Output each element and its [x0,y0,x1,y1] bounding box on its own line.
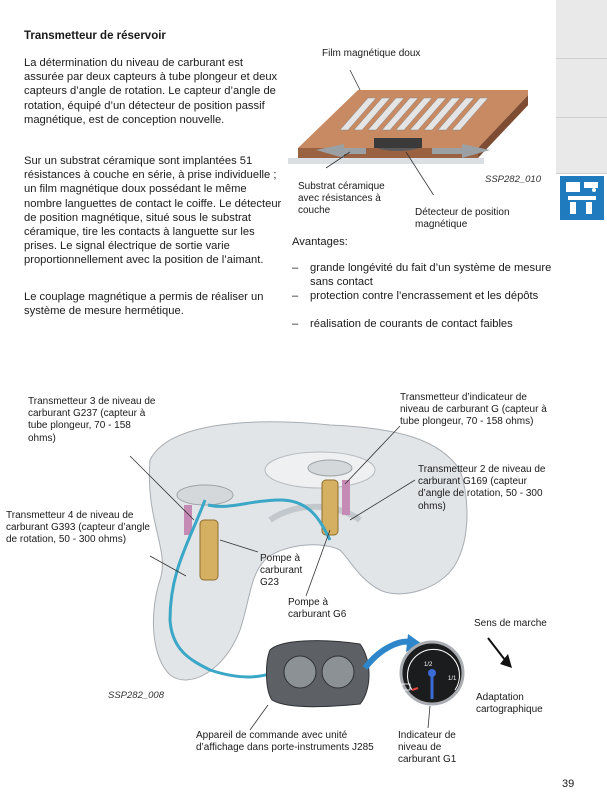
advantages-title: Avantages: [292,236,348,248]
label-film: Film magnétique doux [322,48,421,59]
label-g1: Indicateur de niveau de carburant G1 [398,730,457,766]
label-substrat: Substrat céramique avec résistances à couche [298,181,385,217]
label-g23: Pompe à carburant G23 [260,553,303,589]
figure-code: SSP282_008 [108,690,164,701]
label-j285: Appareil de commande avec unité d’affichage dans porte-instruments J285 [196,730,374,754]
advantage-item [292,290,552,318]
gauge-mark: 1/1 [448,676,457,682]
advantage-text: protection contre l’encrassement et les dépôts [310,290,539,302]
chapter-tab [556,59,607,118]
advantage-item [292,262,552,290]
gauge-mark: 1/2 [424,662,433,668]
chapter-tab [556,0,607,59]
label-g6: Pompe à carburant G6 [288,597,347,621]
label-adaptation: Adaptation cartographique [476,692,543,716]
section-title: Transmetteur de réservoir [24,30,166,42]
paragraph: Sur un substrat céramique sont implantées 51 résistances à couche en série, à prise individuelle ; un film magnétique doux possédant le même nombre languettes de contact le coiffe. Le détecteur de position magnétique, situé sous le substrat céramique, tire les contacts à languette sur les prises. Le signal électrique de sortie varie proportionnellement avec la position de l’aimant. [24,155,282,267]
label-g393: Transmetteur 4 de niveau de carburant G393 (capteur d’angle de rotation, 50 - 300 ohms) [6,510,150,546]
list-dash: – [292,290,299,302]
figure-code: SSP282_010 [485,174,541,185]
label-g237: Transmetteur 3 de niveau de carburant G237 (capteur à tube plongeur, 70 - 158 ohms) [28,396,156,444]
advantage-text: grande longévité du fait d’un système de mesure sans contact [310,262,552,288]
paragraph: La détermination du niveau de carburant est assurée par deux capteurs à tube plongeur et deux capteurs d’angle de rotation. Le capteur d’angle de rotation, équipé d’un détecteur de position passif magnétique, est de conception nouvelle. [24,57,278,126]
label-sens-de-marche: Sens de marche [474,618,547,629]
advantage-item [292,318,552,332]
list-dash: – [292,262,299,274]
chapter-icon-badge [560,176,604,220]
list-dash: – [292,318,299,330]
chapter-tab [556,118,607,174]
advantage-text: réalisation de courants de contact faibles [310,318,513,330]
label-detecteur: Détecteur de position magnétique [415,207,510,231]
page-number: 39 [562,778,575,790]
label-g169: Transmetteur 2 de niveau de carburant G169 (capteur d’angle de rotation, 50 - 300 ohms) [418,464,546,512]
label-g: Transmetteur d’indicateur de niveau de carburant G (capteur à tube plongeur, 70 - 158 ohms) [400,392,547,428]
fuel-system-icon [560,176,604,220]
paragraph: Le couplage magnétique a permis de réaliser un système de mesure hermétique. [24,291,264,318]
